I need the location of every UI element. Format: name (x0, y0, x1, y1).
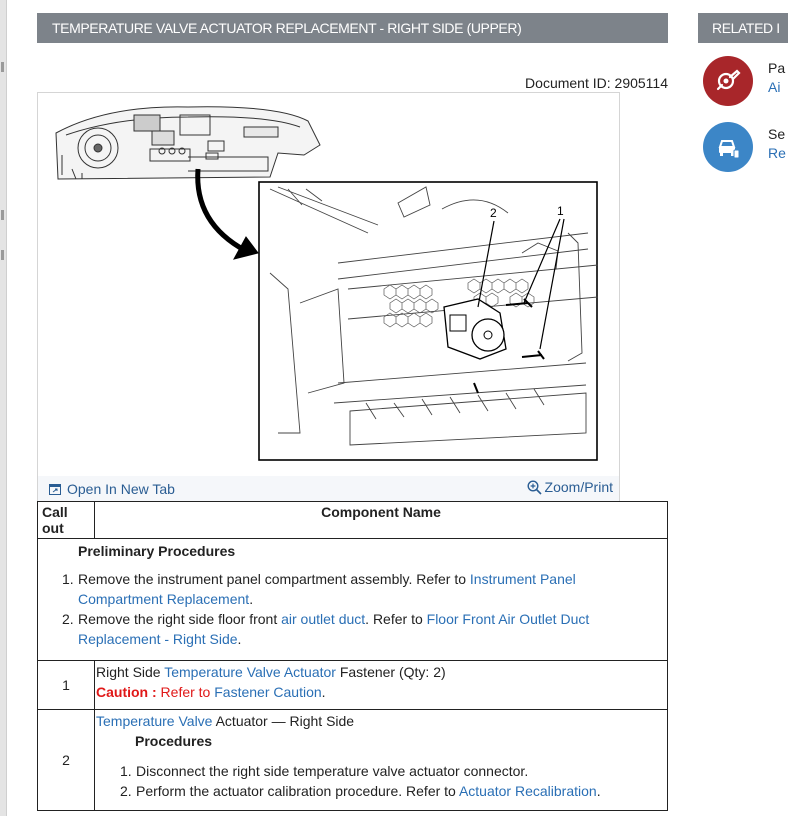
related-item-link[interactable]: Re (768, 145, 786, 161)
component-illustration (37, 92, 620, 502)
related-item-parts[interactable] (703, 56, 793, 108)
temperature-valve-actuator-link[interactable]: Temperature Valve Actuator (164, 664, 336, 680)
temperature-valve-link[interactable]: Temperature Valve (96, 713, 213, 729)
list-item (78, 569, 667, 609)
callout-number: 2 (38, 710, 95, 811)
component-text: Right Side (96, 664, 165, 680)
list-item (136, 761, 666, 781)
procedures-title: Procedures (135, 733, 213, 749)
document-id-label: Document ID: (525, 75, 611, 91)
component-description (95, 710, 668, 811)
edge-marker (1, 62, 4, 72)
callout-label-2: 2 (490, 206, 497, 220)
step-text: Remove the instrument panel compartment assembly. Refer to (78, 571, 470, 587)
component-text: Actuator — Right Side (212, 713, 355, 729)
callout-label-1: 1 (557, 204, 564, 218)
table-row (38, 661, 668, 710)
step-text: . (249, 591, 254, 607)
related-item-title: Pa (768, 60, 786, 76)
floor-front-air-outlet-duct-link[interactable]: Floor Front Air Outlet Duct Replacement - Right Side (78, 611, 590, 647)
step-text: . (237, 631, 242, 647)
actuator-recalibration-link[interactable]: Actuator Recalibration (458, 783, 597, 799)
caution-label: Caution : (96, 684, 157, 700)
component-name-column-header: Component Name (95, 502, 668, 539)
document-id-value: 2905114 (614, 75, 668, 91)
illustration-drawing (38, 93, 619, 476)
air-outlet-duct-link[interactable]: air outlet duct (281, 611, 366, 627)
zoom-in-icon (527, 480, 542, 495)
instrument-panel-compartment-link[interactable]: Instrument Panel Compartment Replacement (78, 571, 576, 607)
step-text: Remove the right side floor front (78, 611, 282, 627)
gear-wrench-icon (703, 56, 753, 106)
caution-end: . (321, 684, 326, 700)
fastener-caution-link[interactable]: Fastener Caution (214, 684, 322, 700)
open-in-new-tab-link[interactable] (49, 481, 175, 497)
edge-marker (1, 210, 4, 220)
caution-text: Refer to (156, 684, 215, 700)
new-tab-icon (49, 484, 61, 495)
callout-column-header: Call out (38, 502, 95, 539)
left-panel-edge (0, 0, 7, 816)
step-text: Disconnect the right side temperature valve actuator connector. (136, 763, 529, 779)
list-item (78, 609, 667, 649)
list-item (136, 781, 666, 801)
zoom-print-label: Zoom/Print (544, 479, 613, 495)
preliminary-steps (38, 569, 667, 649)
document-id (525, 75, 668, 91)
table-header-row (38, 502, 668, 539)
related-item-title: Se (768, 126, 786, 142)
step-text: Perform the actuator calibration procedure. Refer to (136, 783, 459, 799)
step-text: . Refer to (365, 611, 427, 627)
preliminary-title: Preliminary Procedures (78, 543, 236, 559)
related-item-link[interactable]: Ai (768, 79, 781, 95)
zoom-print-link[interactable] (527, 479, 613, 495)
preliminary-row (38, 539, 668, 661)
callout-number: 1 (38, 661, 95, 710)
preliminary-procedures (38, 539, 668, 661)
table-row (38, 710, 668, 811)
procedure-steps (96, 761, 666, 801)
figure-toolbar (38, 476, 619, 501)
related-info-header: RELATED I (698, 13, 788, 43)
step-text: . (596, 783, 601, 799)
car-service-icon (703, 122, 753, 172)
component-description (95, 661, 668, 710)
open-in-new-tab-label: Open In New Tab (67, 481, 175, 497)
related-item-service[interactable] (703, 122, 793, 174)
edge-marker (1, 250, 4, 260)
component-table (37, 501, 668, 811)
page-title: TEMPERATURE VALVE ACTUATOR REPLACEMENT - RIGHT SIDE (UPPER) (37, 13, 668, 43)
component-text: Fastener (Qty: 2) (335, 664, 446, 680)
